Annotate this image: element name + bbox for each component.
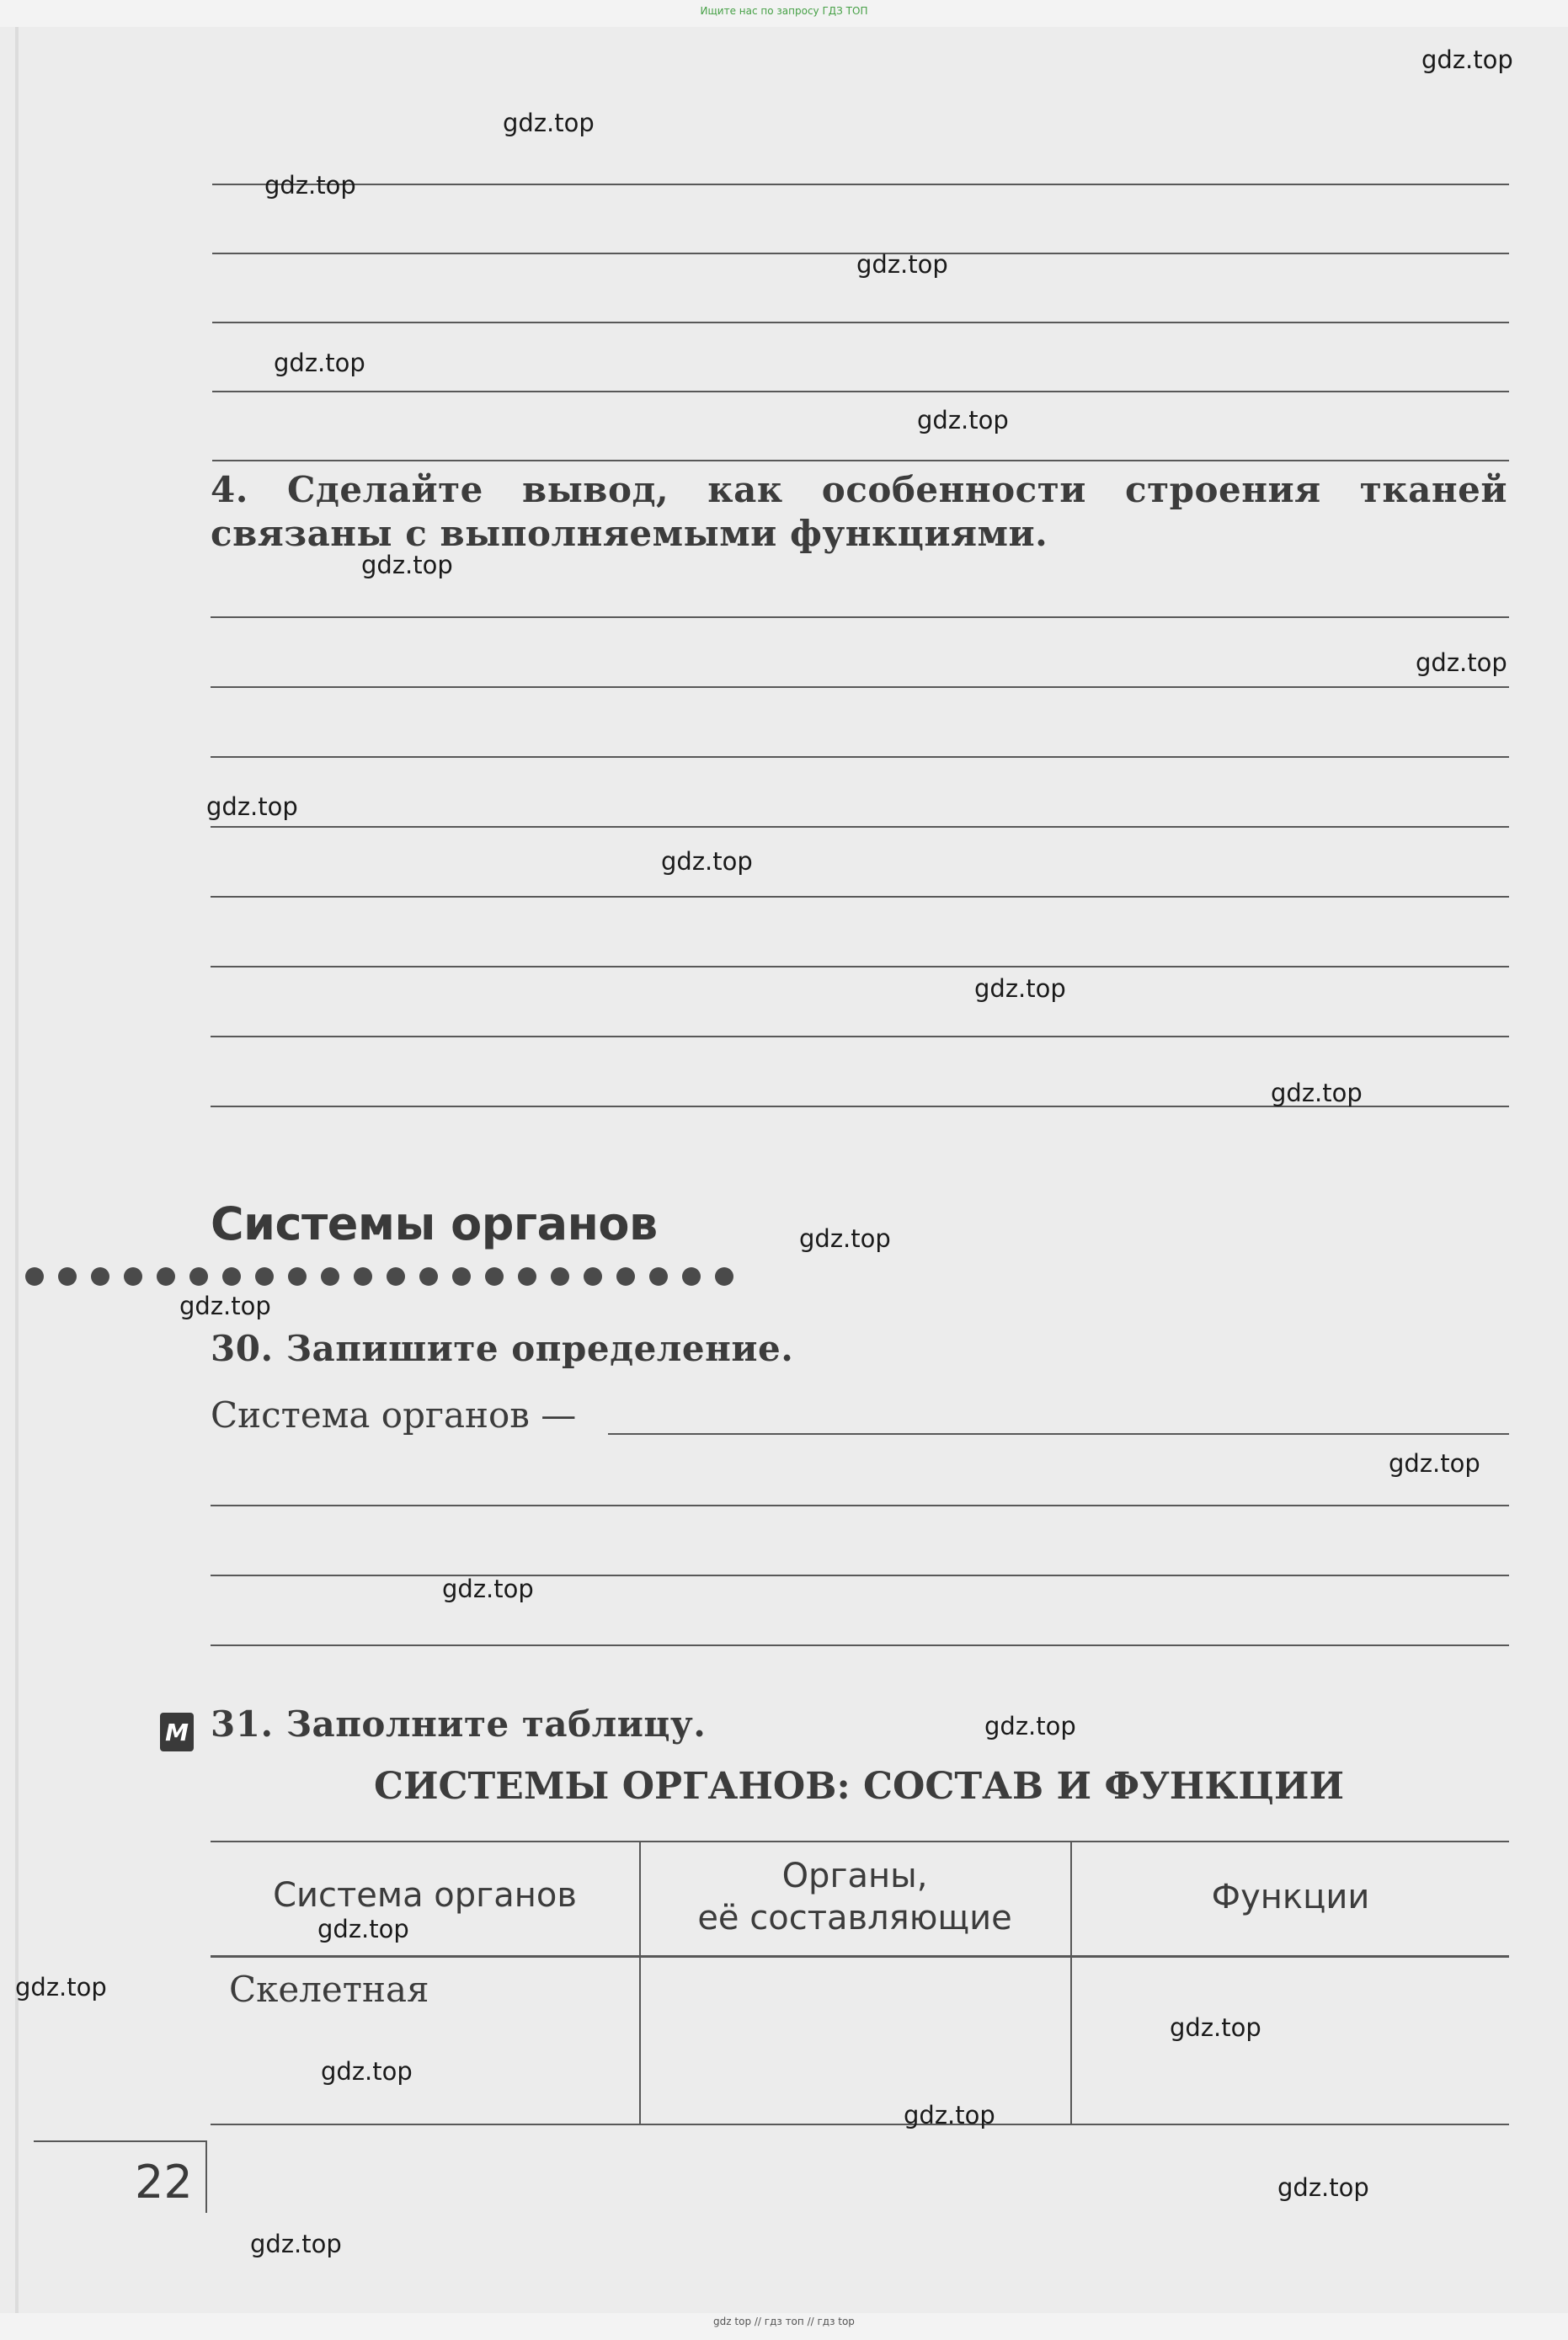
watermark: gdz.top <box>361 551 453 579</box>
divider-dot <box>58 1267 77 1286</box>
watermark: gdz.top <box>1416 648 1507 677</box>
divider-dot <box>288 1267 307 1286</box>
page-number: 22 <box>135 2156 193 2209</box>
answer-line[interactable] <box>211 1644 1509 1646</box>
watermark: gdz.top <box>1277 2173 1369 2202</box>
watermark: gdz.top <box>984 1712 1076 1740</box>
top-banner[interactable]: Ищите нас по запросу ГДЗ ТОП <box>700 5 868 17</box>
divider-dot <box>255 1267 274 1286</box>
column-header-organs: Органы, её составляющие <box>697 1857 1012 1938</box>
watermark: gdz.top <box>904 2101 995 2129</box>
divider-dot <box>222 1267 241 1286</box>
watermark: gdz.top <box>179 1292 271 1320</box>
page-number-frame-side <box>205 2140 207 2213</box>
divider-dot <box>321 1267 339 1286</box>
section-title: Системы органов <box>211 1197 658 1250</box>
divider-dot <box>616 1267 635 1286</box>
divider-dot <box>157 1267 175 1286</box>
watermark: gdz.top <box>206 792 298 821</box>
answer-line[interactable] <box>211 826 1509 828</box>
divider-dot <box>91 1267 109 1286</box>
answer-line[interactable] <box>211 896 1509 898</box>
table-top-border <box>211 1841 1509 1842</box>
watermark: gdz.top <box>661 847 753 876</box>
watermark: gdz.top <box>317 1915 409 1943</box>
table-header-border <box>211 1955 1509 1958</box>
watermark: gdz.top <box>1389 1449 1480 1478</box>
page-number-frame-top <box>34 2140 207 2142</box>
answer-line[interactable] <box>211 1036 1509 1037</box>
divider-dot <box>189 1267 208 1286</box>
task-31-heading: 31. Заполните таблицу. <box>211 1703 707 1745</box>
watermark: gdz.top <box>917 406 1009 434</box>
watermark: gdz.top <box>15 1973 107 2002</box>
divider-dot <box>485 1267 504 1286</box>
watermark: gdz.top <box>274 349 365 377</box>
column-header-system: Система органов <box>273 1876 577 1915</box>
answer-line[interactable] <box>211 686 1509 688</box>
watermark: gdz.top <box>799 1224 891 1253</box>
page-edge <box>15 27 19 2313</box>
answer-cell-functions[interactable] <box>1072 1959 1509 2122</box>
table-title: СИСТЕМЫ ОРГАНОВ: СОСТАВ И ФУНКЦИИ <box>373 1765 1345 1808</box>
divider-dot <box>124 1267 142 1286</box>
answer-line[interactable] <box>211 756 1509 758</box>
answer-line[interactable] <box>212 391 1509 392</box>
divider-dot <box>419 1267 438 1286</box>
definition-start: Система органов — <box>211 1394 577 1436</box>
section-divider-dots <box>25 1267 748 1287</box>
divider-dot <box>551 1267 569 1286</box>
divider-dot <box>715 1267 733 1286</box>
answer-line[interactable] <box>212 184 1509 185</box>
answer-line[interactable] <box>212 460 1509 461</box>
table-row-skeletal-label: Скелетная <box>229 1969 429 2010</box>
divider-dot <box>25 1267 44 1286</box>
metapredmet-badge: М <box>160 1713 194 1751</box>
watermark: gdz.top <box>974 974 1066 1003</box>
watermark: gdz.top <box>1421 45 1513 74</box>
task-4-text: 4. Сделайте вывод, как особенности строения тканей связаны с выполняемыми функциями. <box>211 469 1507 554</box>
divider-dot <box>518 1267 536 1286</box>
divider-dot <box>649 1267 668 1286</box>
watermark: gdz.top <box>1170 2013 1261 2042</box>
answer-cell-organs[interactable] <box>641 1959 1069 2122</box>
divider-dot <box>387 1267 405 1286</box>
bottom-banner[interactable]: gdz top // гдз топ // гдз top <box>713 2316 855 2327</box>
watermark: gdz.top <box>321 2057 413 2086</box>
answer-line[interactable] <box>211 966 1509 967</box>
watermark: gdz.top <box>856 250 948 279</box>
watermark: gdz.top <box>503 109 595 137</box>
answer-line[interactable] <box>211 616 1509 618</box>
watermark: gdz.top <box>250 2230 342 2258</box>
divider-dot <box>584 1267 602 1286</box>
answer-line[interactable] <box>211 1575 1509 1576</box>
column-header-functions: Функции <box>1211 1878 1370 1916</box>
task-30-heading: 30. Запишите определение. <box>211 1328 794 1369</box>
table-bottom-border <box>211 2124 1509 2125</box>
divider-dot <box>354 1267 372 1286</box>
answer-line[interactable] <box>212 322 1509 323</box>
watermark: gdz.top <box>442 1575 534 1603</box>
watermark: gdz.top <box>264 171 356 200</box>
watermark: gdz.top <box>1271 1079 1363 1107</box>
divider-dot <box>682 1267 701 1286</box>
answer-line[interactable] <box>211 1505 1509 1506</box>
divider-dot <box>452 1267 471 1286</box>
answer-line[interactable] <box>608 1433 1509 1435</box>
